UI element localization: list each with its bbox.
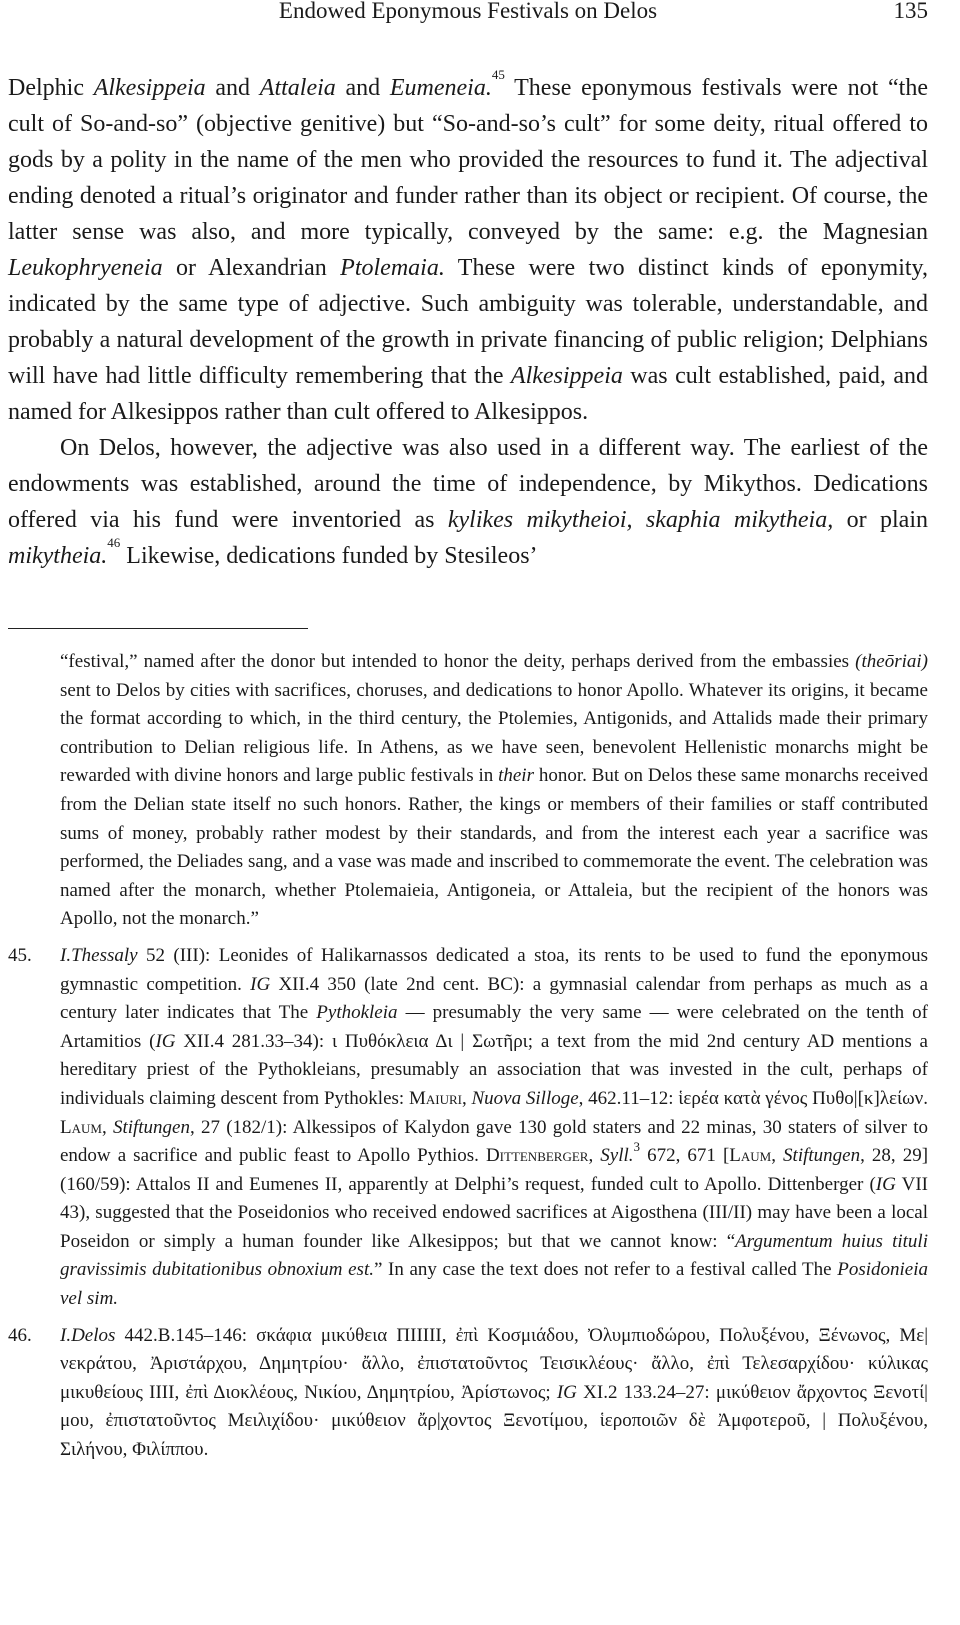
page-number: 135 xyxy=(893,0,928,23)
italic-term: IG xyxy=(155,1030,176,1052)
paragraph xyxy=(8,430,928,574)
paragraph xyxy=(8,67,928,430)
text-run: Likewise, dedications funded by Stesileos’ xyxy=(120,543,538,569)
italic-term: Pythokleia xyxy=(316,1002,398,1024)
text-run: Delphic xyxy=(8,75,94,101)
italic-term: Posidonieia vel sim. xyxy=(60,1259,928,1310)
text-run: sent to Delos by cities with sacrifices, choruses, and dedications to honor Apollo. Whatever its origins, it became the format according to which, in the third century, the Ptolemies, Antigonids, and Attalids made their primary contribution to Delian religious life. In Athens, as we have seen, benevolent Hellenistic monarchs might be rewarded with divine honors and large public festivals in xyxy=(60,679,928,787)
footnote-ref[interactable]: 45 xyxy=(491,67,505,82)
italic-term: I.Delos xyxy=(60,1324,116,1346)
italic-term: Ptolemaia. xyxy=(340,255,445,281)
edition-superscript: 3 xyxy=(633,1139,641,1155)
footnote-46 xyxy=(8,1322,928,1465)
italic-term: Alkesippeia xyxy=(510,363,623,389)
text-run: honor. But on Delos these same monarchs received from the Delian state itself no such honors. Rather, the kings or members of their families or staff contributed sums of money, probably rather modest by their standards, and from the interest each year a sacrifice was performed, the Deliades sang, and a vase was made and inscribed to commemorate the event. The celebration was named after the monarch, whether Ptolemaieia, Antigoneia, or Attaleia, but the recipient of the honors was Apollo, not the monarch.” xyxy=(60,765,928,930)
text-run: 52 (III): Leonides of Halikarnassos dedicated a stoa, its rents to be used to fund the eponymous gymnastic competition. xyxy=(60,944,928,995)
text-run: — presumably the very same — were celebrated on the tenth of Artamitios ( xyxy=(60,1002,928,1052)
italic-term: mikytheia. xyxy=(8,543,108,569)
text-run: , 28, 29] (160/59): Attalos II and Eumenes II, apparently at Delphi’s request, funded cult to Apollo. Dittenberger ( xyxy=(60,1145,929,1195)
author-name: Maiuri xyxy=(408,1087,462,1109)
italic-term: IG xyxy=(250,973,271,995)
italic-term: Stiftungen xyxy=(783,1145,861,1167)
author-name: Laum xyxy=(729,1145,772,1167)
text-run: ΙΙΙΙ, ἐπὶ Κοσμιάδου, Ὀλυμπιοδώρου, Πολυξένου, Ξένωνος, Με|νεκράτου, Ἀριστάρχου, Δημητρίου· ἄλλο, ἐπιστατοῦντος Τεισικλέους· ἄλλο, ἐπὶ Τελεσαρχίδου· κύλικας μικυθείους ΙΙΙΙ, ἐπὶ Διοκλέους, Νικίου, Δημητρίου, Ἀρίστωνος; xyxy=(60,1324,929,1403)
footnote-number: 46. xyxy=(8,1324,32,1346)
italic-term: Nuova Silloge xyxy=(471,1087,579,1109)
text-run: These were two distinct kinds of eponymity, indicated by the same type of adjective. Such ambiguity was tolerable, understandable, and probably a natural development of the growth in private financing of public religion; Delphians will have had little difficulty remembering that the xyxy=(8,255,928,389)
running-header xyxy=(8,0,928,30)
text-run: , xyxy=(588,1145,601,1167)
footnote-45 xyxy=(8,942,928,1314)
italic-term: Syll. xyxy=(600,1145,634,1167)
footnote-separator xyxy=(8,628,308,629)
text-run: VII 43), suggested that the Poseidonios who received endowed sacrifices at Aigosthena (III/II) may have been a local Poseidon or simply a human founder like Alkesippos; but that we cannot know: “ xyxy=(60,1173,928,1252)
italic-term: Attaleia xyxy=(259,75,336,101)
author-name: Dittenberger xyxy=(485,1145,589,1167)
text-run: ” In any case the text does not refer to a festival called The xyxy=(373,1259,838,1281)
footnote-continuation xyxy=(8,648,928,934)
italic-term: Eumeneia. xyxy=(389,75,492,101)
text-run: , xyxy=(461,1087,472,1109)
italic-term: Stiftungen xyxy=(112,1116,190,1138)
text-run: , 27 (182/1): Alkessipos of Kalydon gave 130 gold staters and 22 minas, 30 staters of silver to endow a sacrifice and public feast to Apollo Pythios. xyxy=(60,1116,928,1167)
italic-term: Leukophryeneia xyxy=(8,255,163,281)
footnotes xyxy=(8,648,928,1465)
footnote-number: 45. xyxy=(8,944,32,966)
text-run: , xyxy=(101,1116,113,1138)
text-run: XI.2 133.24–27: μικύθειον ἄρχοντος Ξενοτί|μου, ἐπιστατοῦντος Μειλιχίδου· μικύθειον ἄρ|χοντος Ξενοτίμου, ἱεροποιῶν δὲ Ἀμφοτεροῦ, | Πολυξένου, Σιλήνου, Φιλίππου. xyxy=(60,1381,928,1461)
italic-term: IG xyxy=(875,1173,896,1195)
text-run: These eponymous festivals were not “the cult of So-and-so” (objective genitive) but “So-and-so’s cult” for some deity, ritual offered to gods by a polity in the name of the men who provided the resources to fund it. The adjectival ending denoted a ritual’s originator and funder rather than its object or recipient. Of course, the latter sense was also, and more typically, conveyed by the same: e.g. the Magnesian xyxy=(8,75,928,245)
text-run: 672, 671 [ xyxy=(640,1145,730,1167)
running-title: Endowed Eponymous Festivals on Delos xyxy=(278,0,658,23)
main-text xyxy=(8,67,929,574)
numeral-symbol: ΠΙ xyxy=(396,1324,417,1346)
text-run: On Delos, however, the adjective was also used in a different way. The earliest of the endowments was established, around the time of independence, by Mikythos. Dedications offered via his fund were inventoried as xyxy=(8,435,928,533)
italic-term: Argumentum huius tituli gravissimis dubitationibus obnoxium est. xyxy=(60,1230,928,1281)
footnote-ref[interactable]: 46 xyxy=(107,535,121,550)
text-run: or Alexandrian xyxy=(162,255,341,281)
text-run: , xyxy=(771,1145,784,1167)
italic-term: I.Thessaly xyxy=(60,944,138,966)
author-name: Laum xyxy=(60,1116,102,1138)
text-run: was cult established, paid, and named for Alkesippos rather than cult offered to Alkesippos. xyxy=(8,363,928,425)
text-run: XII.4 281.33–34): ι Πυθόκλεια Δι | Σωτῆρι; a text from the mid 2nd century AD mentions a hereditary priest of the Pythokleians, presumably an association that was invested in the cult, perhaps of individuals claiming descent from Pythokles: xyxy=(60,1030,928,1109)
text-run: or plain xyxy=(833,507,929,533)
italic-term: IG xyxy=(556,1381,577,1403)
text-run: and xyxy=(335,75,390,101)
text-run: and xyxy=(205,75,260,101)
italic-term: kylikes mikytheioi, skaphia mikytheia, xyxy=(447,507,834,533)
text-run: “festival,” named after the donor but intended to honor the deity, perhaps derived from the embassies xyxy=(60,651,856,672)
italic-term: (theōriai) xyxy=(855,651,928,672)
italic-term: their xyxy=(498,765,534,787)
text-run: 442.B.145–146: σκάφια μικύθεια xyxy=(115,1324,397,1346)
text-run: XII.4 350 (late 2nd cent. BC): a gymnasial calendar from perhaps as much as a century later indicates that The xyxy=(60,973,929,1024)
italic-term: Alkesippeia xyxy=(93,75,206,101)
text-run: , 462.11–12: ἱερέα κατὰ γένος Πυθο|[κ]λείων. xyxy=(578,1087,928,1109)
